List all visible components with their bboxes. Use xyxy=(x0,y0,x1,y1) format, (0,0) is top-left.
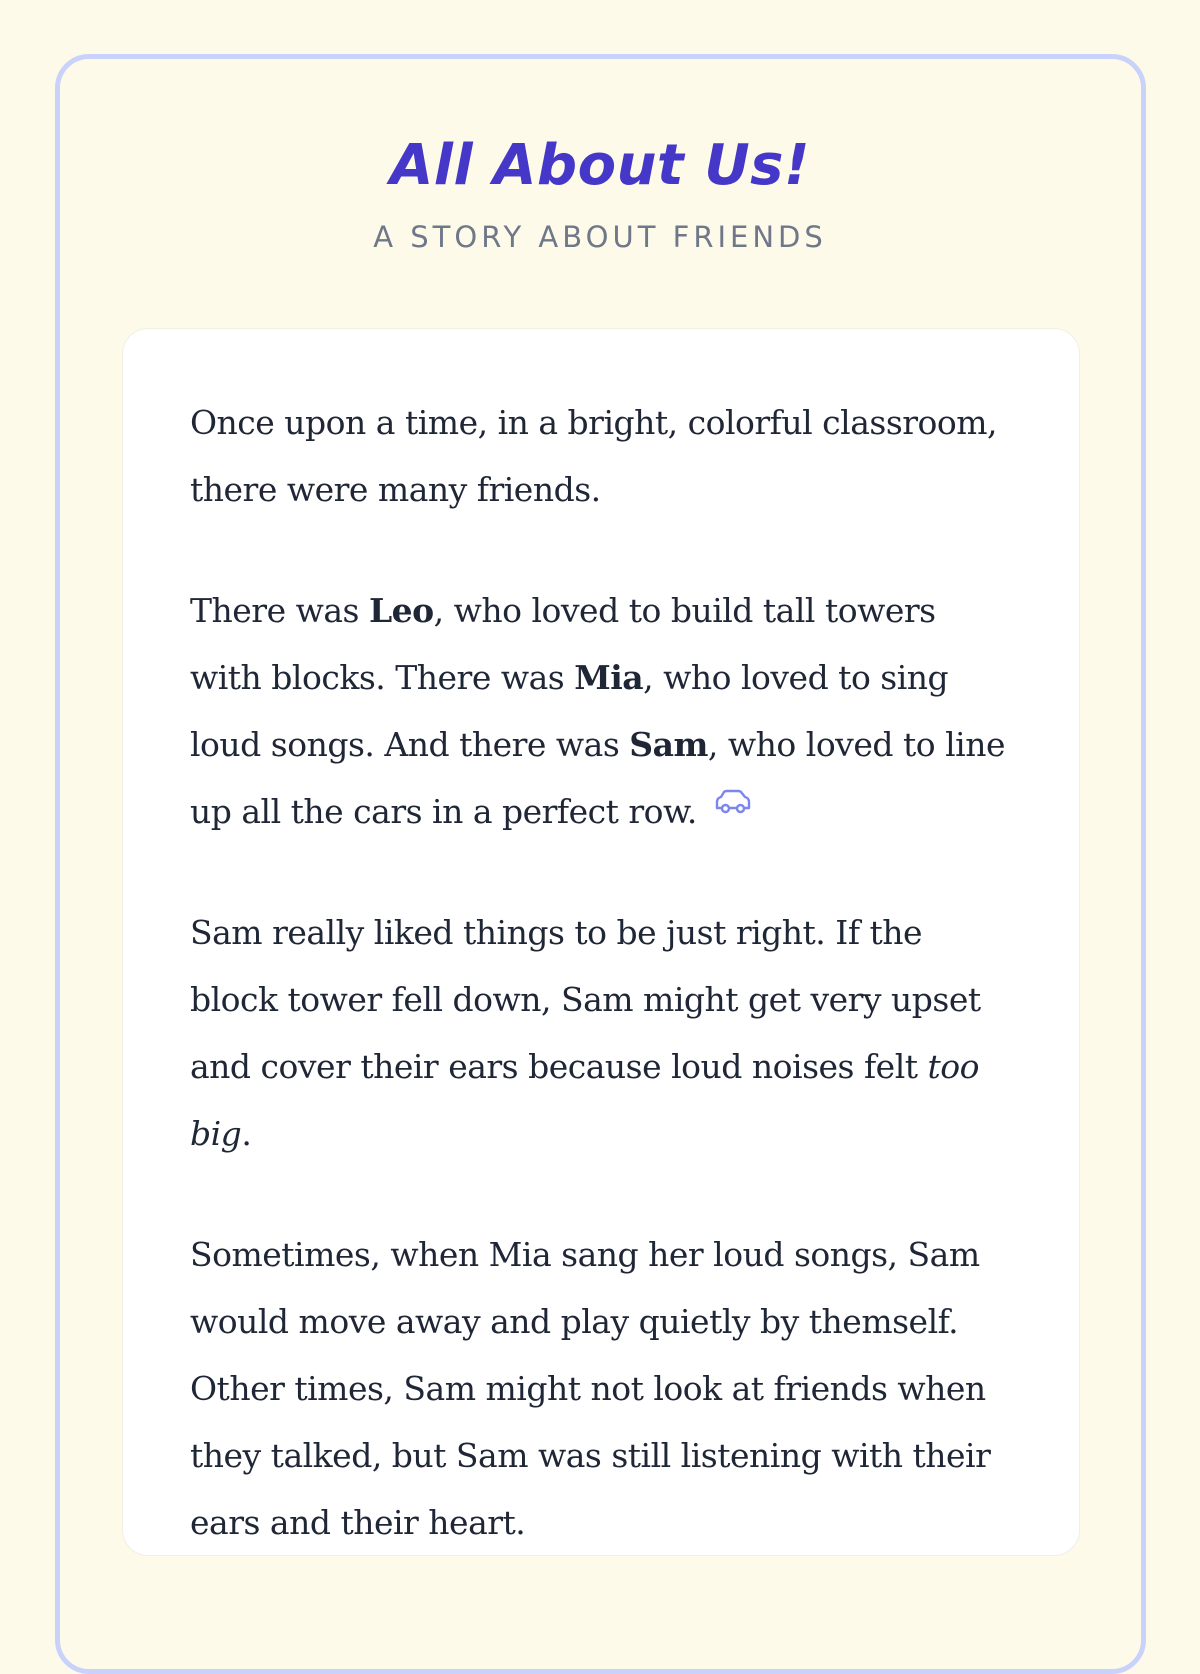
emphasis-text: too big xyxy=(190,1047,980,1153)
character-name-sam: Sam xyxy=(629,725,708,764)
story-text: , who loved to sing loud songs. And there was xyxy=(190,658,949,764)
story-card xyxy=(122,328,1080,1556)
car-icon xyxy=(713,789,753,817)
page-subtitle: A STORY ABOUT FRIENDS xyxy=(373,220,827,254)
story-text: . xyxy=(241,1114,252,1153)
story-text: , who loved to line up all the cars in a perfect row. xyxy=(190,725,1005,831)
story-paragraph-2 xyxy=(190,577,1011,845)
story-paragraph-3 xyxy=(190,899,1011,1167)
story-text: , who loved to build tall towers with blocks. There was xyxy=(190,591,936,697)
story-text: Sam really liked things to be just right. If the block tower fell down, Sam might get very upset and cover their ears because loud noises felt xyxy=(190,913,981,1086)
character-name-mia: Mia xyxy=(574,658,644,697)
story-paragraph-1: Once upon a time, in a bright, colorful classroom, there were many friends. xyxy=(190,403,998,509)
page-title: All About Us! xyxy=(389,133,811,198)
story-paragraph-4: Sometimes, when Mia sang her loud songs, Sam would move away and play quietly by themself. Other times, Sam might not look at friends when they talked, but Sam was still listening with their ears and their heart. xyxy=(190,1235,991,1542)
character-name-leo: Leo xyxy=(368,591,434,630)
story-text: There was xyxy=(190,591,369,630)
